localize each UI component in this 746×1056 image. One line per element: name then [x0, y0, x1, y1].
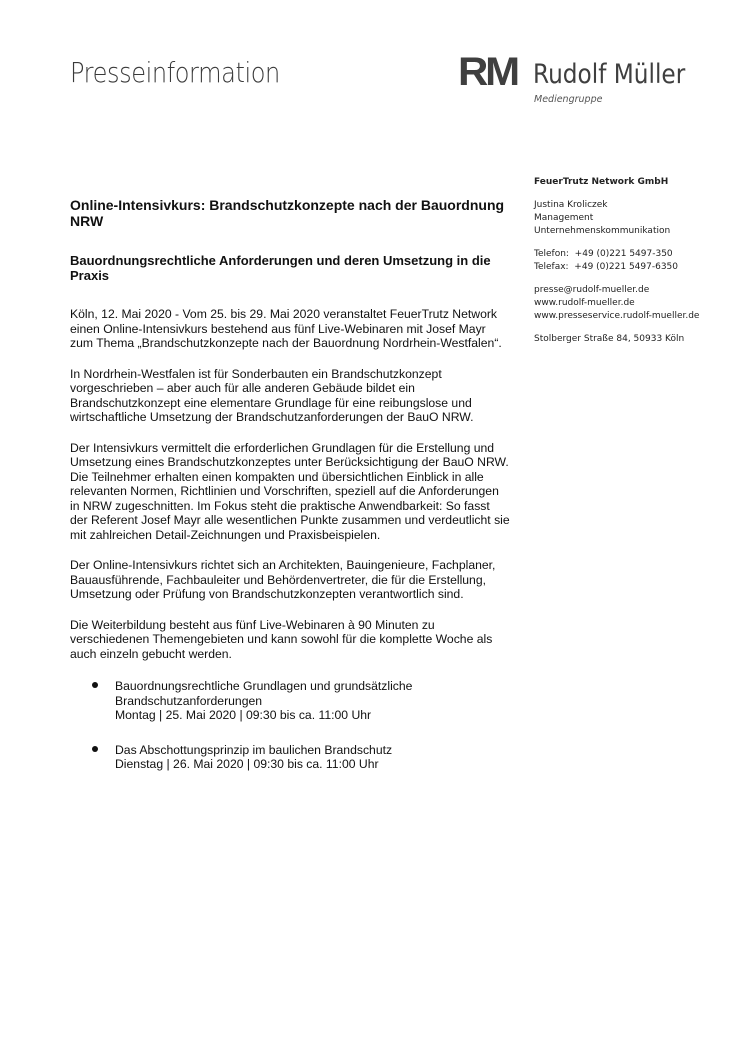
contact-presseservice-link[interactable]: www.presseservice.rudolf-mueller.de — [534, 311, 700, 321]
session-date: Dienstag | 26. Mai 2020 | 09:30 bis ca. 11:00 Uhr — [115, 757, 379, 771]
brand-logo-mark: RM — [458, 50, 518, 94]
contact-fax: Telefax: +49 (0)221 5497-6350 — [534, 262, 679, 272]
article-paragraph: Köln, 12. Mai 2020 - Vom 25. bis 29. Mai 2020 veranstaltet FeuerTrutz Network einen Online-Intensivkurs bestehend aus fünf Live-Webinaren mit Josef Mayr zum Thema „Brandschutzkonzepte nach der Bauordnung Nordrhein-Westfalen“. — [70, 307, 502, 350]
contact-address: Stolberger Straße 84, 50933 Köln — [534, 334, 685, 344]
article-paragraph: In Nordrhein-Westfalen ist für Sonderbauten ein Brandschutzkonzept vorgeschrieben – aber auch für alle anderen Gebäude bildet ein Brandschutzkonzept eine elementare Grundlage für eine reibungslose und wirtschaftliche Umsetzung der Brandschutzanforderungen der BauO NRW. — [70, 366, 474, 424]
brand-logo-subtitle: Mediengruppe — [534, 94, 603, 105]
session-list-item — [70, 743, 510, 772]
contact-email-link[interactable]: presse@rudolf-mueller.de — [534, 285, 650, 295]
contact-company: FeuerTrutz Network GmbH — [534, 177, 669, 187]
contact-website-link[interactable]: www.rudolf-mueller.de — [534, 298, 635, 308]
bullet-dot-icon — [92, 746, 98, 752]
contact-phone: Telefon: +49 (0)221 5497-350 — [534, 249, 673, 259]
article-headline: Online-Intensivkurs: Brandschutzkonzepte nach der Bauordnung NRW — [70, 197, 505, 229]
contact-person-block — [534, 199, 734, 238]
contact-phone-block — [534, 248, 734, 274]
article-paragraph: Der Intensivkurs vermittelt die erforderlichen Grundlagen für die Erstellung und Umsetzung eines Brandschutzkonzeptes unter Berücksichtigung der BauO NRW. Die Teilnehmer erhalten einen kompakten und übersichtlichen Einblick in alle relevanten Normen, Richtlinien und Vorschriften, speziell auf die Anforderungen in NRW zugeschnitten. Im Fokus steht die praktische Anwendbarkeit: So fasst der Referent Josef Mayr alle wesentlichen Punkte zusammen und verdeutlicht sie mit zahlreichen Detail-Zeichnungen und Praxisbeispielen. — [70, 440, 510, 542]
brand-logo — [458, 50, 728, 110]
article-paragraph: Die Weiterbildung besteht aus fünf Live-Webinaren à 90 Minuten zu verschiedenen Themengebieten und kann sowohl für die komplette Woche als auch einzeln gebucht werden. — [70, 617, 493, 661]
article-paragraph: Der Online-Intensivkurs richtet sich an Architekten, Bauingenieure, Fachplaner, Bauausführende, Fachbauleiter und Behördenvertreter, die für die Erstellung, Umsetzung oder Prüfung von Brandschutzkonzepten verantwortlich sind. — [70, 558, 496, 601]
contact-person-department: Management — [534, 213, 594, 223]
bullet-dot-icon — [92, 682, 98, 688]
article-subheadline: Bauordnungsrechtliche Anforderungen und deren Umsetzung in die Praxis — [70, 253, 491, 283]
session-title: Das Abschottungsprinzip im baulichen Brandschutz — [115, 742, 393, 757]
session-title: Bauordnungsrechtliche Grundlagen und grundsätzliche Brandschutzanforderungen — [115, 679, 413, 708]
session-list — [70, 679, 510, 772]
contact-person-name: Justina Kroliczek — [534, 200, 608, 210]
article-body — [70, 197, 510, 792]
session-list-item — [70, 679, 510, 723]
brand-logo-name: Rudolf Müller — [533, 59, 686, 90]
session-date: Montag | 25. Mai 2020 | 09:30 bis ca. 11:00 Uhr — [115, 708, 372, 722]
document-type-title: Presseinformation — [70, 56, 280, 89]
contact-sidebar — [534, 176, 734, 356]
contact-web-block — [534, 284, 734, 323]
contact-address-block — [534, 333, 734, 346]
contact-person-department: Unternehmenskommunikation — [534, 226, 671, 236]
